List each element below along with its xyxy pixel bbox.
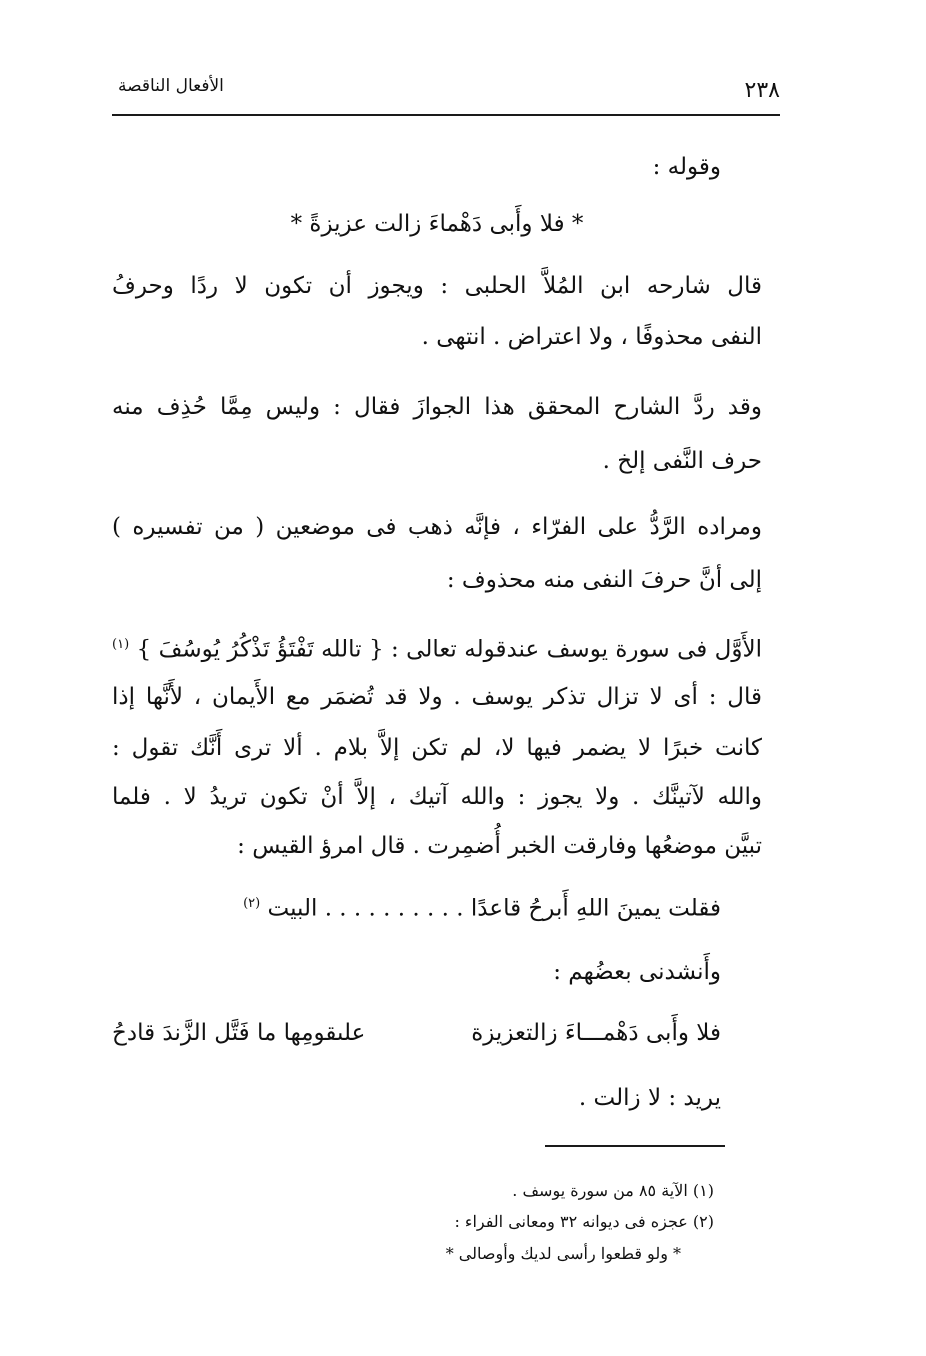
footnote-separator — [545, 1145, 725, 1147]
page-header — [112, 70, 780, 116]
text-line: كانت خبرًا لا يضمر فيها لا، لم تكن إلاَّ بلام . ألا ترى أَنَّك تقول : — [112, 735, 762, 761]
text-line: وقوله : — [652, 154, 721, 180]
text-line: قال : أى لا تزال تذكر يوسف . ولا قد تُضمَر مع الأَيمان ، لأَنَّها إذا — [112, 684, 762, 710]
header-rule — [112, 114, 780, 116]
text-line — [112, 630, 762, 665]
footnote-verse: * ولو قطعوا رأسى لديك وأوصالى * — [445, 1244, 681, 1263]
text-line: إلى أنَّ حرفَ النفى منه محذوف : — [446, 567, 762, 593]
text-line: وأَنشدنى بعضُهم : — [553, 959, 721, 985]
text-line: يريد : لا زالت . — [578, 1085, 721, 1111]
footnote: (١) الآية ٨٥ من سورة يوسف . — [512, 1181, 714, 1200]
text-line: والله لآتينَّك . ولا يجوز : والله آتيك ، إلاَّ أنْ تكون تريدُ لا . فلما — [112, 784, 762, 810]
verse-hemistich-left: علىقومِها ما فَتَّل الزَّندَ قادحُ — [112, 1020, 366, 1046]
verse-line — [243, 889, 721, 924]
footnote: (٢) عجزه فى ديوانه ٣٢ ومعانى الفراء : — [454, 1212, 714, 1231]
text-line: قال شارحه ابن المُلاَّ الحلبى : ويجوز أن تكون لا ردًا وحرفُ — [112, 273, 762, 299]
verse-hemistich-right: فلا وأَبى دَهْمـــاءَ زالتعزيزة — [471, 1020, 721, 1046]
text-line: ومراده الرَّدُّ على الفرّاء ، فإنَّه ذهب فى موضعين ( من تفسيره ) — [112, 514, 762, 540]
verse-line: * فلا وأَبى دَهْماءَ زالت عزيزةً * — [290, 211, 584, 237]
text-line: تبيَّن موضعُها وفارقت الخبر أُضمِرت . قال امرؤ القيس : — [237, 833, 762, 859]
text-line: وقد ردَّ الشارح المحقق هذا الجوازَ فقال : وليس مِمَّا حُذِف منه — [112, 394, 762, 420]
page-number: ٢٣٨ — [744, 78, 780, 103]
text-segment: الأَوَّل فى سورة يوسف عندقوله تعالى : { تالله تَفْتَؤُ تَذْكُرُ يُوسُفَ } — [136, 636, 763, 663]
footnote-ref: (٢) — [243, 896, 261, 911]
running-title: الأفعال الناقصة — [118, 76, 224, 96]
verse-text: فقلت يمينَ اللهِ أَبرحُ قاعدًا . . . . . . . . . . البيت — [267, 895, 721, 922]
footnote-ref: (١) — [112, 637, 130, 652]
text-line: حرف النَّفى إلخ . — [602, 448, 762, 474]
text-line: النفى محذوفًا ، ولا اعتراض . انتهى . — [421, 324, 762, 350]
